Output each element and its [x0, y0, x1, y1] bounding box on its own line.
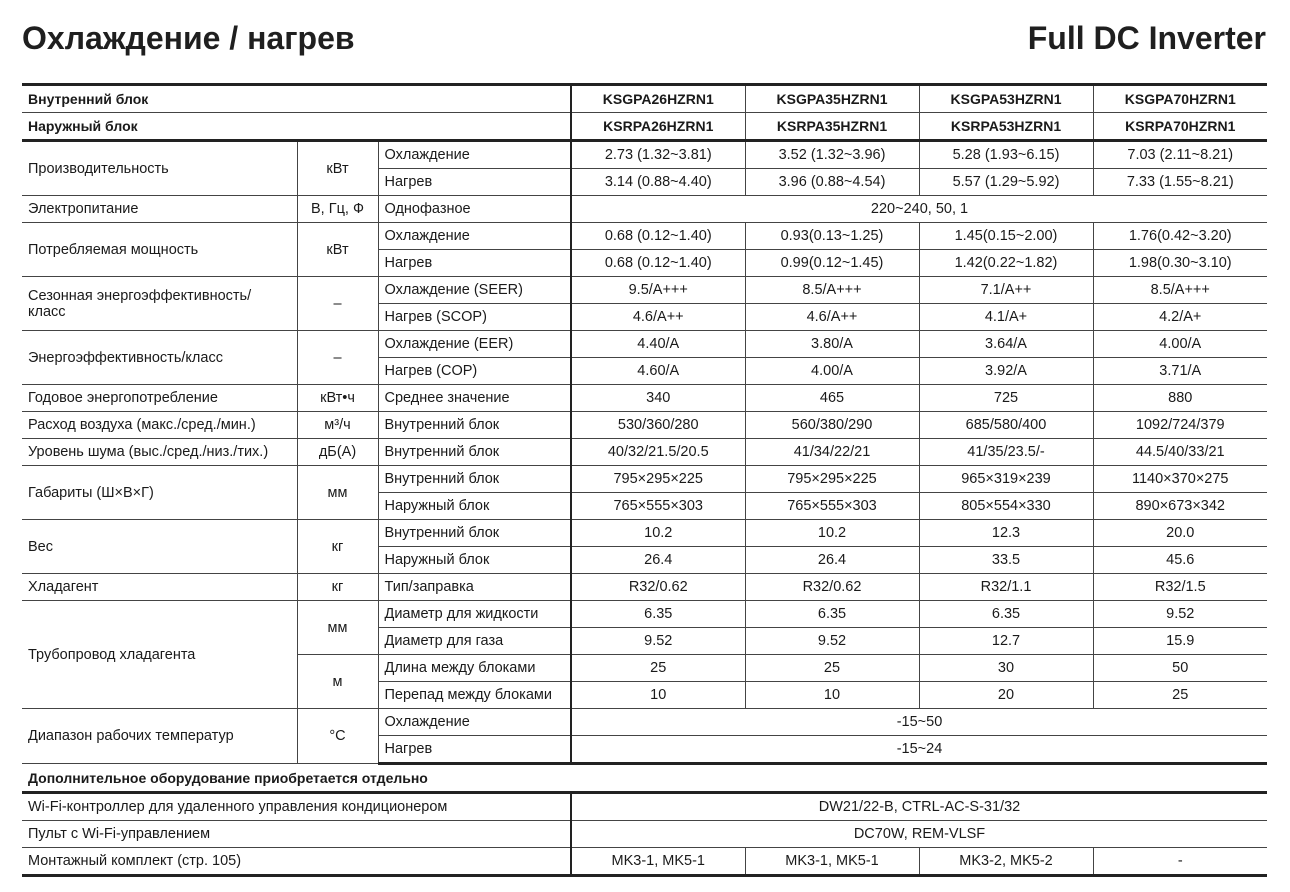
- value-cell: 4.6/A++: [745, 304, 919, 331]
- unit-cell: кВт: [297, 141, 378, 196]
- table-row: [22, 113, 1267, 141]
- value-cell: 3.52 (1.32~3.96): [745, 141, 919, 169]
- value-cell: 6.35: [919, 601, 1093, 628]
- value-cell: 8.5/A+++: [745, 277, 919, 304]
- value-cell: 4.00/A: [1093, 331, 1267, 358]
- value-cell: 44.5/40/33/21: [1093, 439, 1267, 466]
- value-cell: 965×319×239: [919, 466, 1093, 493]
- unit-cell: кВт: [297, 223, 378, 277]
- value-cell: 7.03 (2.11~8.21): [1093, 141, 1267, 169]
- unit-cell: м: [297, 655, 378, 709]
- value-cell: 3.14 (0.88~4.40): [571, 169, 745, 196]
- model-cell: KSRPA35HZRN1: [745, 113, 919, 141]
- value-cell: 30: [919, 655, 1093, 682]
- value-cell: 0.93(0.13~1.25): [745, 223, 919, 250]
- value-cell: R32/1.1: [919, 574, 1093, 601]
- unit-cell: м³/ч: [297, 412, 378, 439]
- outdoor-unit-label: Наружный блок: [22, 113, 571, 141]
- value-cell: R32/0.62: [571, 574, 745, 601]
- unit-cell: °С: [297, 709, 378, 764]
- unit-cell: кг: [297, 574, 378, 601]
- table-row: [22, 601, 1267, 628]
- mode-cell: Нагрев: [378, 736, 571, 764]
- table-row: [22, 520, 1267, 547]
- value-cell: 3.92/A: [919, 358, 1093, 385]
- value-cell: 26.4: [571, 547, 745, 574]
- value-cell: 45.6: [1093, 547, 1267, 574]
- value-cell: 0.68 (0.12~1.40): [571, 250, 745, 277]
- value-cell: 50: [1093, 655, 1267, 682]
- table-row: [22, 466, 1267, 493]
- mode-cell: Охлаждение: [378, 709, 571, 736]
- mode-cell: Внутренний блок: [378, 439, 571, 466]
- value-cell: 8.5/A+++: [1093, 277, 1267, 304]
- model-cell: KSRPA26HZRN1: [571, 113, 745, 141]
- page-title: Охлаждение / нагрев: [22, 20, 355, 56]
- value-cell: 4.6/A++: [571, 304, 745, 331]
- table-row: [22, 85, 1267, 113]
- value-cell: 10.2: [571, 520, 745, 547]
- table-row: [22, 709, 1267, 736]
- mode-cell: Нагрев: [378, 250, 571, 277]
- param-label: Вес: [22, 520, 297, 574]
- value-cell: 7.33 (1.55~8.21): [1093, 169, 1267, 196]
- param-label: Габариты (Ш×В×Г): [22, 466, 297, 520]
- model-cell: KSGPA35HZRN1: [745, 85, 919, 113]
- value-cell: 10.2: [745, 520, 919, 547]
- value-cell: 2.73 (1.32~3.81): [571, 141, 745, 169]
- value-cell: 5.28 (1.93~6.15): [919, 141, 1093, 169]
- value-cell: 795×295×225: [745, 466, 919, 493]
- mode-cell: Внутренний блок: [378, 520, 571, 547]
- value-cell: 725: [919, 385, 1093, 412]
- unit-cell: мм: [297, 466, 378, 520]
- param-label: Энергоэффективность/класс: [22, 331, 297, 385]
- table-row: [22, 223, 1267, 250]
- value-cell: 4.00/A: [745, 358, 919, 385]
- value-cell: 805×554×330: [919, 493, 1093, 520]
- mode-cell: Охлаждение (SEER): [378, 277, 571, 304]
- value-cell: 4.1/A+: [919, 304, 1093, 331]
- value-cell: 6.35: [745, 601, 919, 628]
- value-cell: R32/1.5: [1093, 574, 1267, 601]
- unit-cell: –: [297, 277, 378, 331]
- value-cell: 25: [1093, 682, 1267, 709]
- mode-cell: Внутренний блок: [378, 412, 571, 439]
- series-title: Full DC Inverter: [1027, 20, 1266, 56]
- param-label: Диапазон рабочих температур: [22, 709, 297, 764]
- value-cell: 0.68 (0.12~1.40): [571, 223, 745, 250]
- value-cell: 765×555×303: [571, 493, 745, 520]
- mode-cell: Однофазное: [378, 196, 571, 223]
- mode-cell: Длина между блоками: [378, 655, 571, 682]
- mode-cell: Тип/заправка: [378, 574, 571, 601]
- mode-cell: Нагрев: [378, 169, 571, 196]
- value-cell: 15.9: [1093, 628, 1267, 655]
- value-cell: 530/360/280: [571, 412, 745, 439]
- value-cell: 20.0: [1093, 520, 1267, 547]
- model-cell: KSGPA70HZRN1: [1093, 85, 1267, 113]
- value-cell: 220~240, 50, 1: [571, 196, 1267, 223]
- param-label: Хладагент: [22, 574, 297, 601]
- accessory-label: Пульт с Wi-Fi-управлением: [22, 821, 571, 848]
- value-cell: R32/0.62: [745, 574, 919, 601]
- mode-cell: Наружный блок: [378, 493, 571, 520]
- mode-cell: Перепад между блоками: [378, 682, 571, 709]
- param-label: Трубопровод хладагента: [22, 601, 297, 709]
- value-cell: 1092/724/379: [1093, 412, 1267, 439]
- value-cell: -15~50: [571, 709, 1267, 736]
- value-cell: 12.7: [919, 628, 1093, 655]
- value-cell: 4.2/A+: [1093, 304, 1267, 331]
- value-cell: 25: [745, 655, 919, 682]
- value-cell: 560/380/290: [745, 412, 919, 439]
- table-row: [22, 574, 1267, 601]
- value-cell: 3.64/A: [919, 331, 1093, 358]
- value-cell: 880: [1093, 385, 1267, 412]
- value-cell: 795×295×225: [571, 466, 745, 493]
- accessories-header: Дополнительное оборудование приобретается отдельно: [22, 764, 1267, 793]
- value-cell: 9.52: [1093, 601, 1267, 628]
- spec-table: [22, 83, 1267, 877]
- value-cell: 3.80/A: [745, 331, 919, 358]
- value-cell: 10: [745, 682, 919, 709]
- param-label: Уровень шума (выс./сред./низ./тих.): [22, 439, 297, 466]
- table-row: [22, 385, 1267, 412]
- value-cell: 9.52: [571, 628, 745, 655]
- value-cell: 890×673×342: [1093, 493, 1267, 520]
- unit-cell: кВт•ч: [297, 385, 378, 412]
- value-cell: 12.3: [919, 520, 1093, 547]
- value-cell: 33.5: [919, 547, 1093, 574]
- value-cell: 4.40/A: [571, 331, 745, 358]
- param-label: Потребляемая мощность: [22, 223, 297, 277]
- mode-cell: Охлаждение: [378, 141, 571, 169]
- value-cell: 20: [919, 682, 1093, 709]
- mode-cell: Диаметр для газа: [378, 628, 571, 655]
- param-label: Электропитание: [22, 196, 297, 223]
- value-cell: 1.42(0.22~1.82): [919, 250, 1093, 277]
- value-cell: 465: [745, 385, 919, 412]
- mode-cell: Внутренний блок: [378, 466, 571, 493]
- table-row: [22, 793, 1267, 821]
- value-cell: MK3-1, MK5-1: [571, 848, 745, 876]
- value-cell: 7.1/A++: [919, 277, 1093, 304]
- param-label: Сезонная энергоэффективность/ класс: [22, 277, 297, 331]
- table-row: [22, 764, 1267, 793]
- model-cell: KSGPA53HZRN1: [919, 85, 1093, 113]
- model-cell: KSRPA70HZRN1: [1093, 113, 1267, 141]
- value-cell: 25: [571, 655, 745, 682]
- mode-cell: Охлаждение (EER): [378, 331, 571, 358]
- param-label: Расход воздуха (макс./сред./мин.): [22, 412, 297, 439]
- model-cell: KSRPA53HZRN1: [919, 113, 1093, 141]
- value-cell: DW21/22-B, CTRL-AC-S-31/32: [571, 793, 1267, 821]
- value-cell: 1140×370×275: [1093, 466, 1267, 493]
- param-label: Производительность: [22, 141, 297, 196]
- value-cell: 1.45(0.15~2.00): [919, 223, 1093, 250]
- value-cell: 9.5/A+++: [571, 277, 745, 304]
- table-row: [22, 277, 1267, 304]
- value-cell: 10: [571, 682, 745, 709]
- value-cell: 41/35/23.5/-: [919, 439, 1093, 466]
- table-row: [22, 196, 1267, 223]
- param-label: Годовое энергопотребление: [22, 385, 297, 412]
- unit-cell: дБ(А): [297, 439, 378, 466]
- mode-cell: Нагрев (SCOP): [378, 304, 571, 331]
- unit-cell: –: [297, 331, 378, 385]
- mode-cell: Нагрев (COP): [378, 358, 571, 385]
- accessory-label: Монтажный комплект (стр. 105): [22, 848, 571, 876]
- value-cell: MK3-2, MK5-2: [919, 848, 1093, 876]
- value-cell: 685/580/400: [919, 412, 1093, 439]
- table-row: [22, 141, 1267, 169]
- table-row: [22, 412, 1267, 439]
- table-row: [22, 439, 1267, 466]
- indoor-unit-label: Внутренний блок: [22, 85, 571, 113]
- accessory-label: Wi-Fi-контроллер для удаленного управления кондиционером: [22, 793, 571, 821]
- value-cell: 40/32/21.5/20.5: [571, 439, 745, 466]
- value-cell: 4.60/A: [571, 358, 745, 385]
- value-cell: 26.4: [745, 547, 919, 574]
- mode-cell: Охлаждение: [378, 223, 571, 250]
- table-row: [22, 848, 1267, 876]
- value-cell: 5.57 (1.29~5.92): [919, 169, 1093, 196]
- table-row: [22, 331, 1267, 358]
- value-cell: -: [1093, 848, 1267, 876]
- value-cell: 1.76(0.42~3.20): [1093, 223, 1267, 250]
- value-cell: MK3-1, MK5-1: [745, 848, 919, 876]
- unit-cell: мм: [297, 601, 378, 655]
- value-cell: 41/34/22/21: [745, 439, 919, 466]
- model-cell: KSGPA26HZRN1: [571, 85, 745, 113]
- table-row: [22, 821, 1267, 848]
- mode-cell: Диаметр для жидкости: [378, 601, 571, 628]
- value-cell: 3.71/A: [1093, 358, 1267, 385]
- value-cell: -15~24: [571, 736, 1267, 764]
- value-cell: 1.98(0.30~3.10): [1093, 250, 1267, 277]
- unit-cell: кг: [297, 520, 378, 574]
- mode-cell: Среднее значение: [378, 385, 571, 412]
- mode-cell: Наружный блок: [378, 547, 571, 574]
- unit-cell: В, Гц, Ф: [297, 196, 378, 223]
- value-cell: 340: [571, 385, 745, 412]
- value-cell: 3.96 (0.88~4.54): [745, 169, 919, 196]
- value-cell: 0.99(0.12~1.45): [745, 250, 919, 277]
- value-cell: 765×555×303: [745, 493, 919, 520]
- value-cell: 6.35: [571, 601, 745, 628]
- value-cell: 9.52: [745, 628, 919, 655]
- value-cell: DC70W, REM-VLSF: [571, 821, 1267, 848]
